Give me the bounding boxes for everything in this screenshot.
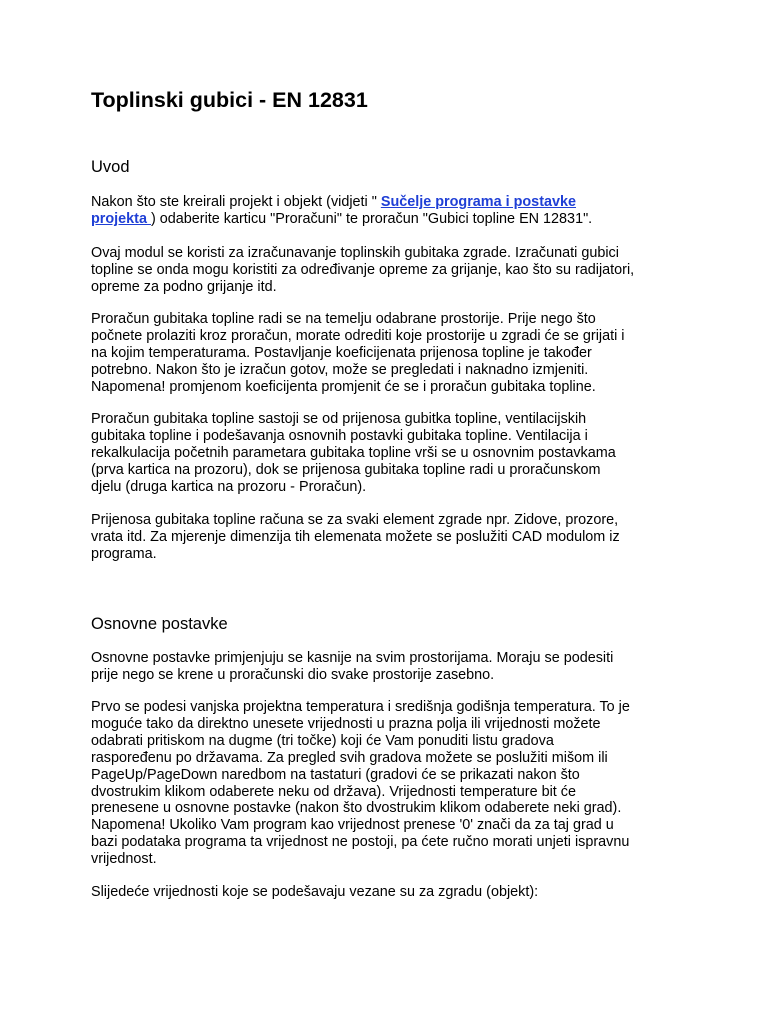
text-line: odabrati pritiskom na dugme (tri točke) koji će Vam ponuditi listu gradova bbox=[91, 732, 554, 749]
paragraph bbox=[91, 194, 592, 228]
text-line: rekalkulacija početnih parametara gubitaka topline vrši se u osnovnim postavkama bbox=[91, 444, 616, 461]
paragraph bbox=[91, 884, 538, 901]
text-line: na kojim temperaturama. Postavljanje koeficijenata prijenosa topline je također bbox=[91, 344, 592, 361]
text-line: Napomena! promjenom koeficijenta promjenit će se i proračun gubitaka topline. bbox=[91, 378, 596, 395]
link-sucelje-programa[interactable]: Sučelje programa i postavke bbox=[380, 194, 576, 210]
paragraph bbox=[91, 411, 616, 496]
text-line: djelu (druga kartica na prozoru - Proračun). bbox=[91, 478, 367, 495]
page-title: Toplinski gubici - EN 12831 bbox=[91, 88, 368, 112]
text-line: (prva kartica na prozoru), dok se prijenosa gubitaka topline radi u proračunskom bbox=[91, 461, 601, 478]
section-heading-osnovne-postavke: Osnovne postavke bbox=[91, 615, 228, 633]
text-line bbox=[91, 194, 592, 211]
text-line: topline se onda mogu koristiti za određivanje opreme za grijanje, kao što su radijatori, bbox=[91, 261, 635, 278]
text-line: potrebno. Nakon što je izračun gotov, može se pregledati i naknadno izmjeniti. bbox=[91, 361, 589, 378]
text-line: Ovaj modul se koristi za izračunavanje toplinskih gubitaka zgrade. Izračunati gubici bbox=[91, 245, 619, 261]
text-line: prenesene u osnovne postavke (nakon što dvostrukim klikom odaberete neki grad). bbox=[91, 800, 622, 817]
text-run: Nakon što ste kreirali projekt i objekt (vidjeti " bbox=[91, 194, 381, 210]
text-line: Prvo se podesi vanjska projektna temperatura i središnja godišnja temperatura. To je bbox=[91, 699, 630, 715]
section-heading-uvod: Uvod bbox=[91, 158, 130, 176]
text-line: gubitaka topline i podešavanja osnovnih postavki gubitaka topline. Ventilacija i bbox=[91, 427, 588, 444]
text-line: prije nego se krene u proračunski dio svake prostorije zasebno. bbox=[91, 666, 495, 683]
text-line: raspoređenu po državama. Za pregled svih gradova možete se poslužiti mišom ili bbox=[91, 749, 608, 766]
text-line: vrata itd. Za mjerenje dimenzija tih elemenata možete se poslužiti CAD modulom iz bbox=[91, 528, 620, 545]
text-line: Proračun gubitaka topline sastoji se od prijenosa gubitka topline, ventilacijskih bbox=[91, 411, 587, 427]
text-line bbox=[91, 211, 592, 228]
text-line: dvostrukim klikom odaberete neku od država). Vrijednosti temperature bit će bbox=[91, 783, 576, 800]
text-line: bazi podataka programa ta vrijednost ne postoji, pa ćete ručno morati unjeti ispravnu bbox=[91, 834, 630, 851]
paragraph bbox=[91, 245, 634, 296]
text-line: Slijedeće vrijednosti koje se podešavaju vezane su za zgradu (objekt): bbox=[91, 884, 539, 900]
text-line: vrijednost. bbox=[91, 851, 157, 868]
text-line: Osnovne postavke primjenjuju se kasnije na svim prostorijama. Moraju se podesiti bbox=[91, 650, 614, 666]
text-line: Napomena! Ukoliko Vam program kao vrijednost prenese '0' znači da za taj grad u bbox=[91, 817, 614, 834]
text-line: opreme za podno grijanje itd. bbox=[91, 278, 277, 295]
text-line: Prijenosa gubitaka topline računa se za svaki element zgrade npr. Zidove, prozore, bbox=[91, 512, 619, 528]
text-line: PageUp/PageDown naredbom na tastaturi (gradovi će se prikazati nakon što bbox=[91, 766, 580, 783]
paragraph bbox=[91, 650, 613, 684]
link-projekta[interactable]: projekta bbox=[91, 210, 151, 227]
paragraph bbox=[91, 512, 620, 563]
text-line: programa. bbox=[91, 545, 157, 562]
paragraph bbox=[91, 699, 630, 868]
text-line: moguće tako da direktno unesete vrijednosti u prazna polja ili vrijednosti možete bbox=[91, 715, 601, 732]
text-run: ) odaberite karticu "Proračuni" te proračun "Gubici topline EN 12831". bbox=[150, 210, 593, 227]
paragraph bbox=[91, 311, 625, 396]
text-line: počnete prolaziti kroz proračun, morate odrediti koje prostorije u zgradi će se grijati i bbox=[91, 327, 625, 344]
text-line: Proračun gubitaka topline radi se na temelju odabrane prostorije. Prije nego što bbox=[91, 311, 596, 327]
